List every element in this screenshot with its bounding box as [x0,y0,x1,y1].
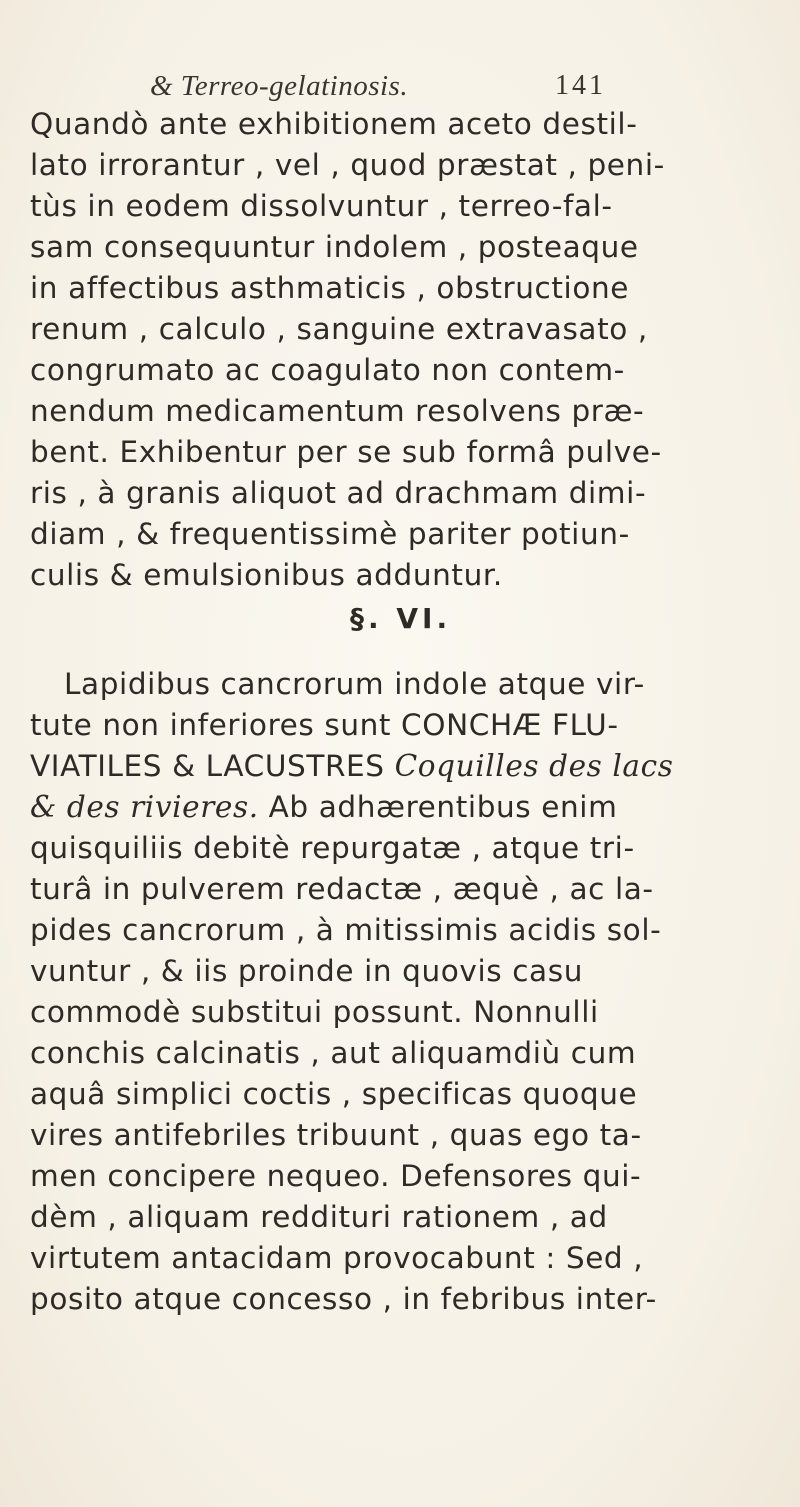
text-line: bent. Exhibentur per se sub formâ pulve- [30,435,662,469]
text-line: Quandò ante exhibitionem aceto destil- [30,107,638,141]
text-line: culis & emulsionibus adduntur. [30,558,503,592]
text-line: Lapidibus cancrorum indole atque vir- [64,667,645,701]
text-line: posito atque concesso , in febribus inter- [30,1282,657,1316]
text-line: turâ in pulverem redactæ , æquè , ac la- [30,872,654,906]
text-line: lato irrorantur , vel , quod præstat , peni- [30,148,665,182]
italic-french-term: & des rivieres. [30,790,259,824]
text-line: quisquiliis debitè repurgatæ , atque tri- [30,831,635,865]
text-line [30,746,673,786]
text-line: pides cancrorum , à mitissimis acidis sol- [30,913,662,947]
text-line [30,787,617,827]
text-line: vuntur , & iis proinde in quovis casu [30,954,583,988]
section-heading: §. VI. [350,602,452,635]
text-line: tute non inferiores sunt CONCHÆ FLU- [30,708,619,742]
text-line: nendum medicamentum resolvens præ- [30,394,645,428]
page-number: 141 [555,70,606,101]
text-line: sam consequuntur indolem , posteaque [30,230,639,264]
text-line: dèm , aliquam reddituri rationem , ad [30,1200,608,1234]
text-line: renum , calculo , sanguine extravasato , [30,312,648,346]
text-line: men concipere nequeo. Defensores qui- [30,1159,642,1193]
text-line: in affectibus asthmaticis , obstructione [30,271,630,305]
running-title: & Terreo-gelatinosis. [150,70,409,102]
text-line: tùs in eodem dissolvuntur , terreo-fal- [30,189,613,223]
italic-french-term: Coquilles des lacs [384,749,674,783]
text-line: virtutem antacidam provocabunt : Sed , [30,1241,644,1275]
text-line: ris , à granis aliquot ad drachmam dimi- [30,476,647,510]
text-segment: Ab adhærentibus enim [258,790,618,824]
small-caps-term: VIATILES & LACUSTRES [30,749,385,783]
text-line: vires antifebriles tribuunt , quas ego ta- [30,1118,642,1152]
text-line: diam , & frequentissimè pariter potiun- [30,517,630,551]
text-line: congrumato ac coagulato non contem- [30,353,625,387]
text-line: conchis calcinatis , aut aliquamdiù cum [30,1036,637,1070]
text-line: aquâ simplici coctis , specificas quoque [30,1077,638,1111]
text-line: commodè substitui possunt. Nonnulli [30,995,599,1029]
